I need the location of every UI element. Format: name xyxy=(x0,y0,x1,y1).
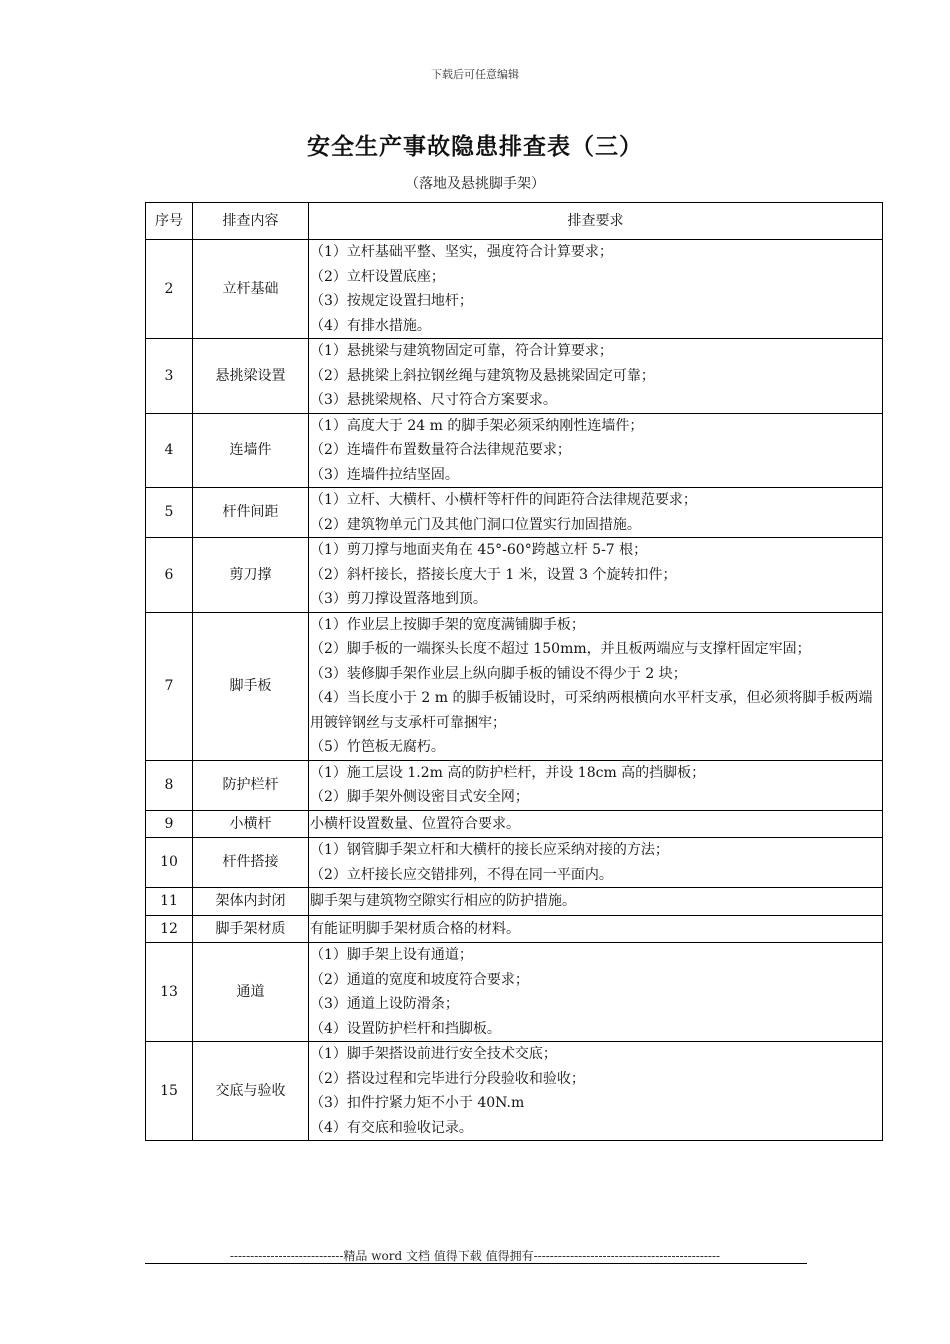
row-requirements xyxy=(309,943,883,1042)
row-item: 悬挑梁设置 xyxy=(193,339,309,414)
requirement-line: （1）施工层设 1.2m 高的防护栏杆，并设 18cm 高的挡脚板； xyxy=(310,764,706,781)
requirement-line: （1）高度大于 24 m 的脚手架必须采纳刚性连墙件； xyxy=(310,417,644,434)
requirement-line: 脚手架与建筑物空隙实行相应的防护措施。 xyxy=(310,893,576,909)
table-row xyxy=(146,538,883,613)
table-row xyxy=(146,1042,883,1141)
table-row xyxy=(146,240,883,339)
requirement-line: （3）扣件拧紧力矩不小于 40N.m xyxy=(310,1095,525,1111)
row-requirements xyxy=(309,538,883,613)
row-item: 架体内封闭 xyxy=(193,888,309,916)
requirement-line: （4）设置防护栏杆和挡脚板。 xyxy=(310,1020,501,1037)
requirement-line: （3）按规定设置扫地杆； xyxy=(310,293,473,309)
row-number: 5 xyxy=(146,488,193,538)
table-row xyxy=(146,838,883,888)
table-row xyxy=(146,943,883,1042)
header-no: 序号 xyxy=(146,203,193,240)
row-requirements xyxy=(309,915,883,943)
requirement-line: （1）剪刀撑与地面夹角在 45°-60°跨越立杆 5-7 根； xyxy=(310,542,648,558)
table-row xyxy=(146,413,883,488)
requirement-line: （2）通道的宽度和坡度符合要求； xyxy=(310,971,529,988)
requirement-line: （2）悬挑梁上斜拉钢丝绳与建筑物及悬挑梁固定可靠； xyxy=(310,367,655,384)
row-item: 脚手板 xyxy=(193,612,309,760)
requirement-line: （3）剪刀撑设置落地到顶。 xyxy=(310,591,487,607)
requirement-line: （5）竹笆板无腐朽。 xyxy=(310,739,445,755)
row-item: 杆件搭接 xyxy=(193,838,309,888)
requirement-line: （3）通道上设防滑条； xyxy=(310,996,459,1012)
requirement-line: （3）连墙件拉结坚固。 xyxy=(310,466,459,483)
row-item: 小横杆 xyxy=(193,810,309,838)
requirement-line: （2）搭设过程和完毕进行分段验收和验收； xyxy=(310,1070,585,1087)
requirement-line: （1）立杆基础平整、坚实，强度符合计算要求； xyxy=(310,244,613,260)
requirement-line: （4）有排水措施。 xyxy=(310,317,431,334)
row-requirements xyxy=(309,240,883,339)
table-row xyxy=(146,760,883,810)
row-item: 杆件间距 xyxy=(193,488,309,538)
row-number: 8 xyxy=(146,760,193,810)
requirement-line: （2）建筑物单元门及其他门洞口位置实行加固措施。 xyxy=(310,516,641,533)
requirement-line: （2）立杆设置底座； xyxy=(310,268,445,285)
requirement-line: （1）悬挑梁与建筑物固定可靠，符合计算要求； xyxy=(310,343,613,359)
requirement-line: （2）立杆接长应交错排列，不得在同一平面内。 xyxy=(310,866,613,883)
requirement-line: （1）立杆、大横杆、小横杆等杆件的间距符合法律规范要求； xyxy=(310,492,697,508)
requirement-line: （2）连墙件布置数量符合法律规范要求； xyxy=(310,442,571,458)
table-row xyxy=(146,612,883,760)
table-header-row xyxy=(146,203,883,240)
row-requirements xyxy=(309,838,883,888)
row-number: 7 xyxy=(146,612,193,760)
row-item: 剪刀撑 xyxy=(193,538,309,613)
requirement-line: 有能证明脚手架材质合格的材料。 xyxy=(310,920,520,937)
requirement-line: 小横杆设置数量、位置符合要求。 xyxy=(310,815,520,832)
row-item: 连墙件 xyxy=(193,413,309,488)
requirement-line: （1）脚手架上设有通道； xyxy=(310,947,473,963)
row-requirements xyxy=(309,339,883,414)
requirement-line: （1）作业层上按脚手架的宽度满铺脚手板； xyxy=(310,616,585,633)
row-number: 11 xyxy=(146,888,193,916)
requirement-line: （3）悬挑梁规格、尺寸符合方案要求。 xyxy=(310,392,557,408)
row-number: 6 xyxy=(146,538,193,613)
row-requirements xyxy=(309,810,883,838)
table-row xyxy=(146,888,883,916)
row-requirements xyxy=(309,1042,883,1141)
requirement-line: （1）钢管脚手架立杆和大横杆的接长应采纳对接的方法； xyxy=(310,842,669,858)
row-item: 通道 xyxy=(193,943,309,1042)
row-number: 15 xyxy=(146,1042,193,1141)
footer-rule xyxy=(145,1263,807,1264)
requirement-line: （3）装修脚手架作业层上纵向脚手板的铺设不得少于 2 块； xyxy=(310,665,687,682)
table-row xyxy=(146,915,883,943)
table-row xyxy=(146,339,883,414)
row-requirements xyxy=(309,612,883,760)
footer-text: ----------------------------精品 word 文档 值得下载 值得拥有---------------------------------------------- xyxy=(229,1249,721,1263)
row-requirements xyxy=(309,488,883,538)
table-body xyxy=(146,240,883,1141)
row-number: 2 xyxy=(146,240,193,339)
row-number: 3 xyxy=(146,339,193,414)
row-number: 10 xyxy=(146,838,193,888)
requirement-line: （2）脚手板的一端探头长度不超过 150mm，并且板两端应与支撑杆固定牢固； xyxy=(310,641,811,657)
requirement-line: （2）斜杆接长，搭接长度大于 1 米，设置 3 个旋转扣件； xyxy=(310,566,677,583)
row-item: 防护栏杆 xyxy=(193,760,309,810)
page-title: 安全生产事故隐患排查表（三） xyxy=(307,134,643,160)
requirement-line: （4）当长度小于 2 m 的脚手板铺设时，可采纳两根横向水平杆支承，但必须将脚手板两端用镀锌钢丝与支承杆可靠捆牢； xyxy=(310,690,873,731)
inspection-table xyxy=(145,202,883,1141)
header-item: 排查内容 xyxy=(193,203,309,240)
row-number: 9 xyxy=(146,810,193,838)
row-number: 13 xyxy=(146,943,193,1042)
requirement-line: （1）脚手架搭设前进行安全技术交底； xyxy=(310,1046,557,1062)
row-number: 12 xyxy=(146,915,193,943)
row-item: 立杆基础 xyxy=(193,240,309,339)
row-number: 4 xyxy=(146,413,193,488)
row-item: 脚手架材质 xyxy=(193,915,309,943)
table-row xyxy=(146,488,883,538)
row-requirements xyxy=(309,888,883,916)
row-requirements xyxy=(309,413,883,488)
header-requirements: 排查要求 xyxy=(309,203,883,240)
row-item: 交底与验收 xyxy=(193,1042,309,1141)
header-note: 下载后可任意编辑 xyxy=(431,68,519,81)
row-requirements xyxy=(309,760,883,810)
requirement-line: （4）有交底和验收记录。 xyxy=(310,1119,473,1136)
requirement-line: （2）脚手架外侧设密目式安全网； xyxy=(310,789,529,805)
table-row xyxy=(146,810,883,838)
page-subtitle: （落地及悬挑脚手架） xyxy=(405,176,545,192)
